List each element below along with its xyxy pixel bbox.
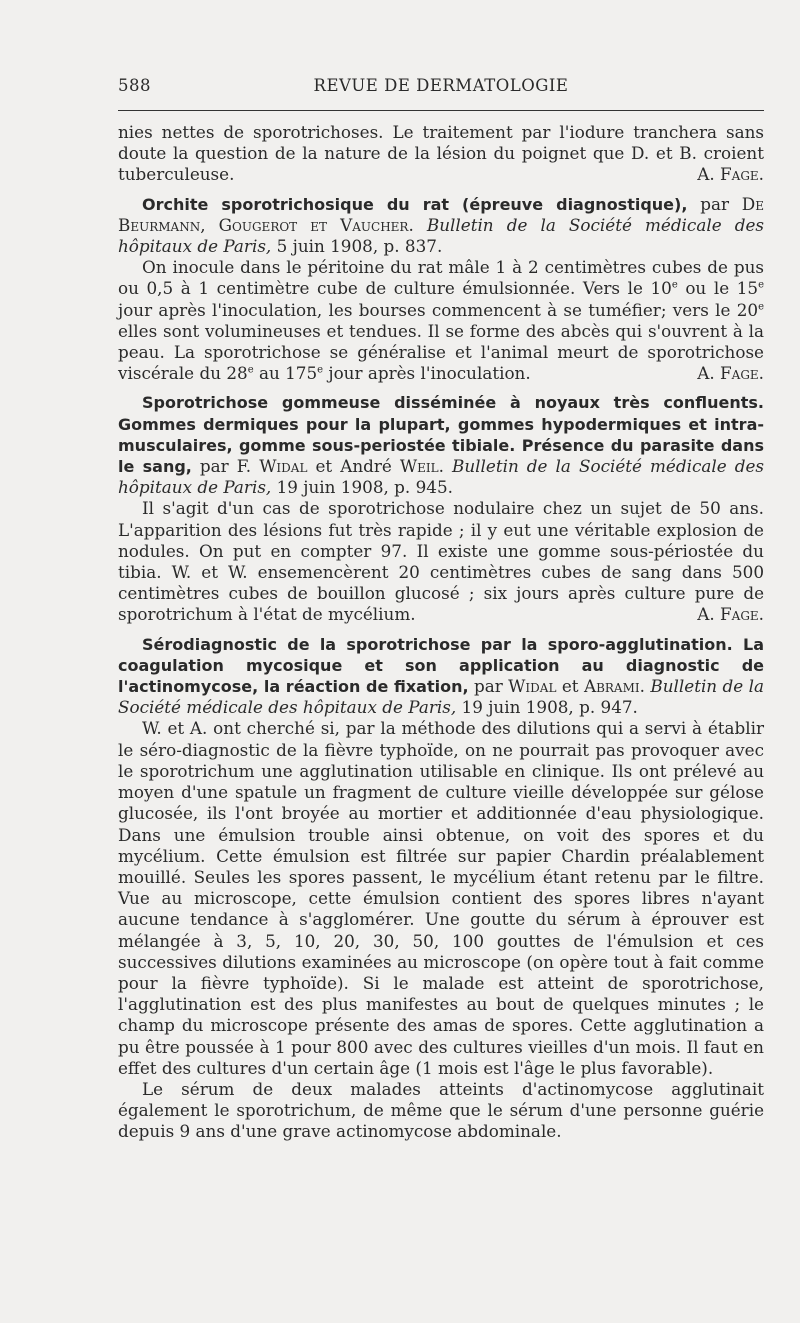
- article-2-author-1: Widal: [259, 456, 308, 477]
- article-1-sup-2: e: [758, 279, 764, 291]
- article-1-text-1: On inocule dans le péritoine du rat mâle 1 à 2 centimètres cubes de pus ou 0,5 à 1 centimètre cube de culture émulsionnée. Vers le 10: [118, 257, 764, 299]
- article-3-author-2: Abrami.: [583, 676, 645, 697]
- article-1-signature: A. Fage.: [697, 363, 764, 384]
- article-2-date: 19 juin 1908, p. 945.: [271, 477, 453, 498]
- continuation-signature: A. Fage.: [697, 164, 764, 185]
- article-3-title: Sérodiagnostic de la sporotrichose par la sporo-agglutination. La coagulation mycosique et son application au diagnostic de l'actinomycose, la réaction de fixation,: [118, 634, 764, 697]
- article-1-text-6: jour après l'inoculation.: [323, 363, 531, 384]
- article-3-journal: Bulletin de la Société médicale des hôpitaux de Paris,: [118, 676, 765, 718]
- page-number: 588: [118, 76, 151, 95]
- article-1-text-3: jour après l'inoculation, les bourses commencent à se tuméfier; vers le 20: [118, 299, 759, 320]
- article-2-text: Il s'agit d'un cas de sporotrichose nodulaire chez un sujet de 50 ans. L'apparition des lésions fut très rapide ; il y eut une véritable explosion de nodules. On put en compter 97. Il existe une gomme sous-périostée du tibia. W. et W. ensemencèrent 20 centimètres cubes de sang dans 500 centimètres cubes de bouillon glucosé ; six jours après culture pure de sporotrichum à l'état de mycélium.: [118, 498, 764, 625]
- article-2-body: [118, 498, 764, 625]
- article-2-journal: Bulletin de la Société médicale des hôpitaux de Paris,: [118, 456, 764, 498]
- article-1-body: [118, 257, 764, 384]
- article-2-by: par F.: [191, 456, 260, 477]
- article-2-heading: [118, 392, 764, 498]
- article-3-date: 19 juin 1908, p. 947.: [456, 697, 638, 718]
- article-3-body-2: Le sérum de deux malades atteints d'actinomycose agglutinait également le sporotrichum, de même que le sérum d'une personne guérie depuis 9 ans d'une grave actinomycose abdominale.: [118, 1078, 764, 1142]
- article-1-by: par: [687, 193, 742, 214]
- page-header: [118, 76, 764, 100]
- article-2-signature: A. Fage.: [697, 604, 764, 625]
- article-2-author-2: Weil.: [399, 456, 444, 477]
- article-1-sup-4: e: [247, 364, 254, 376]
- article-1-authors: De Beurmann, Gougerot et Vaucher.: [118, 193, 764, 235]
- continuation-text: nies nettes de sporotrichoses. Le traitement par l'iodure tranchera sans doute la question de la nature de la lésion du poignet que D. et B. croient tuberculeuse.: [118, 122, 764, 185]
- article-1-sup-5: e: [317, 364, 324, 376]
- page-body: [118, 122, 764, 1143]
- article-3-body-1: W. et A. ont cherché si, par la méthode des dilutions qui a servi à établir le séro-diagnostic de la fièvre typhoïde, on ne pourrait pas provoquer avec le sporotrichum une agglutination utilisable en clinique. Ils ont prélevé au moyen d'une spatule un fragment de culture vieille développée sur gélose glucosée, ils l'ont broyée au mortier et additionnée d'eau physiologique. Dans une émulsion trouble ainsi obtenue, on voit des spores et du mycélium. Cette émulsion est filtrée sur papier Chardin préalablement mouillé. Seules les spores passent, le mycélium étant retenu par le filtre. Vue au microscope, cette émulsion contient des spores libres n'ayant aucune tendance à s'agglomérer. Une goutte du sérum à éprouver est mélangée à 3, 5, 10, 20, 30, 50, 100 gouttes de l'émulsion et ces successives dilutions examinées au microscope (on opère tout à fait comme pour la fièvre typhoïde). Si le malade est atteint de sporotrichose, l'agglutination est des plus manifestes au bout de quelques minutes ; le champ du microscope présente des amas de spores. Cette agglutination a pu être poussée à 1 pour 800 avec des cultures vieilles d'un mois. Il faut en effet des cultures d'un certain âge (1 mois est l'âge le plus favorable).: [118, 718, 764, 1078]
- article-2-and: et André: [307, 456, 400, 477]
- article-1-heading: [118, 194, 764, 258]
- article-3-by: par: [468, 676, 509, 697]
- header-rule: [118, 110, 764, 111]
- article-1-text-2: ou le 15: [677, 278, 759, 299]
- article-1-title: Orchite sporotrichosique du rat (épreuve diagnostique),: [142, 194, 688, 214]
- article-1-text-5: au 175: [253, 363, 318, 384]
- article-1-sup-3: e: [758, 301, 764, 313]
- running-title: REVUE DE DERMATOLOGIE: [313, 76, 569, 95]
- article-1-date: 5 juin 1908, p. 837.: [271, 236, 443, 257]
- continuation-paragraph: [118, 122, 764, 186]
- article-1-journal: Bulletin de la Société médicale des hôpitaux de Paris,: [118, 214, 764, 257]
- article-3-and: et: [556, 676, 584, 697]
- article-2-title: Sporotrichose gommeuse disséminée à noyaux très confluents. Gommes dermiques pour la plupart, gommes hypodermiques et intra-musculaires, gomme sous-periostée tibiale. Présence du parasite dans le sang,: [118, 393, 764, 477]
- article-3-heading: [118, 634, 764, 719]
- article-1-sup-1: e: [671, 279, 678, 291]
- article-1-text-4: elles sont volumineuses et tendues. Il se forme des abcès qui s'ouvrent à la peau. La sporotrichose se généralise et l'animal meurt de sporotrichose viscérale du 28: [118, 320, 764, 384]
- article-3-author-1: Widal: [508, 676, 557, 697]
